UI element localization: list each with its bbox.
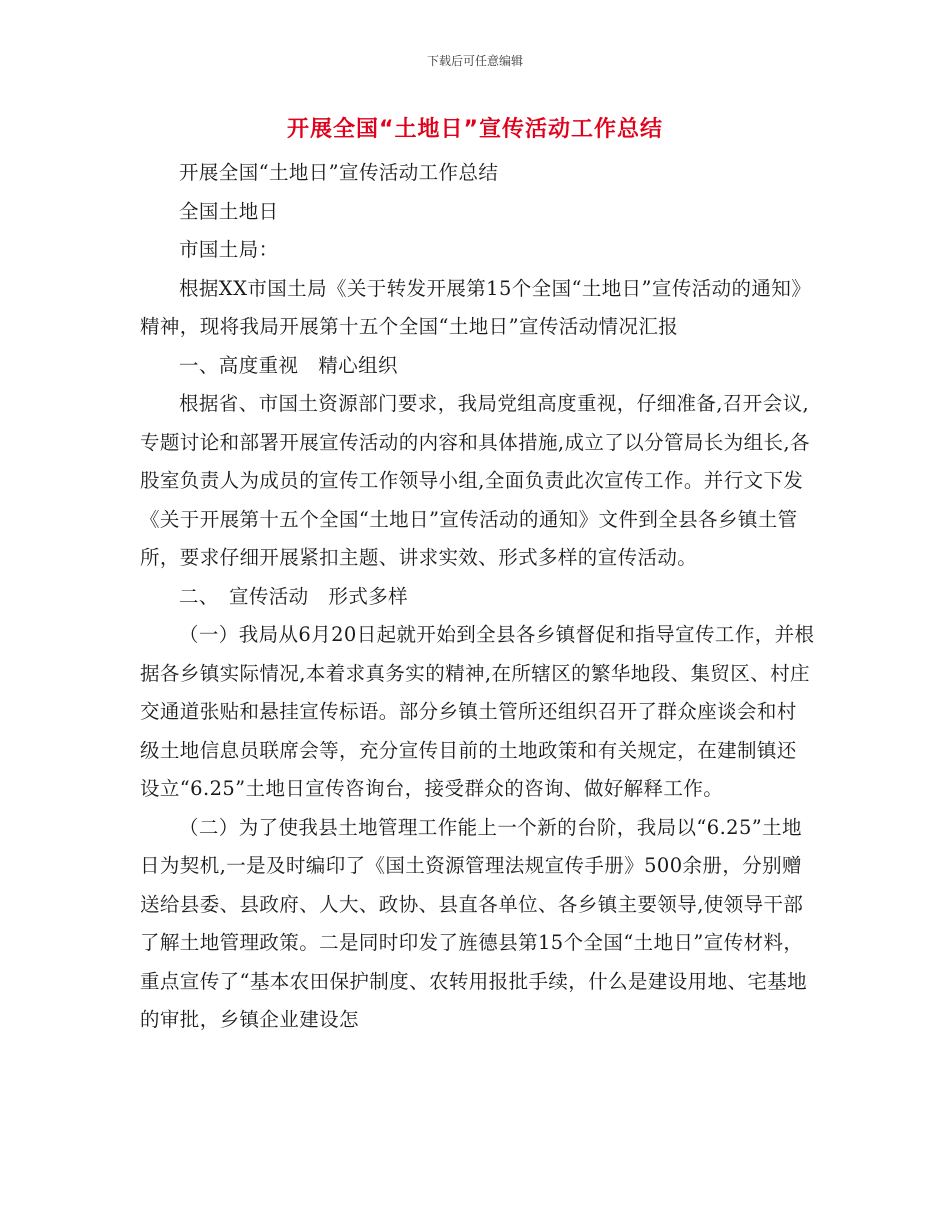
section-heading: 一、高度重视 精心组织 <box>179 353 398 377</box>
paragraph: 根据XX市国土局《关于转发开展第15个全国“土地日”宣传活动的通知》精神，现将我局开展第十五个全国“土地日”宣传活动情况汇报 <box>140 276 812 338</box>
section-heading: 二、 宣传活动 形式多样 <box>179 584 409 608</box>
page-header: 下载后可任意编辑 <box>426 54 523 68</box>
paragraph: （一）我局从6月20日起就开始到全县各乡镇督促和指导宣传工作，并根据各乡镇实际情况,本着求真务实的精神,在所辖区的繁华地段、集贸区、村庄交通道张贴和悬挂宣传标语。部分乡镇土管所还组织召开了群众座谈会和村级土地信息员联席会等，充分宣传目前的土地政策和有关规定，在建制镇还设立“6.25”土地日宣传咨询台，接受群众的咨询、做好解释工作。 <box>140 623 815 800</box>
document-body <box>140 154 815 1040</box>
paragraph: （二）为了使我县土地管理工作能上一个新的台阶，我局以“6.25”土地日为契机,一是及时编印了《国土资源管理法规宣传手册》500余册，分别赠送给县委、县政府、人大、政协、县直各单位、各乡镇主要领导,使领导干部了解土地管理政策。二是同时印发了旌德县第15个全国“土地日”宣传材料，重点宣传了“基本农田保护制度、农转用报批手续，什么是建设用地、宅基地的审批，乡镇企业建设怎 <box>140 815 808 1031</box>
document-title: 开展全国“土地日”宣传活动工作总结 <box>287 117 663 142</box>
paragraph: 开展全国“土地日”宣传活动工作总结 <box>179 161 499 184</box>
paragraph: 全国土地日 <box>179 199 279 223</box>
paragraph: 根据省、市国土资源部门要求，我局党组高度重视，仔细准备,召开会议,专题讨论和部署开展宣传活动的内容和具体措施,成立了以分管局长为组长,各股室负责人为成员的宣传工作领导小组,全面负责此次宣传工作。并行文下发《关于开展第十五个全国“土地日”宣传活动的通知》文件到全县各乡镇土管所，要求仔细开展紧扣主题、讲求实效、形式多样的宣传活动。 <box>140 392 810 569</box>
paragraph: 市国土局： <box>179 238 279 261</box>
